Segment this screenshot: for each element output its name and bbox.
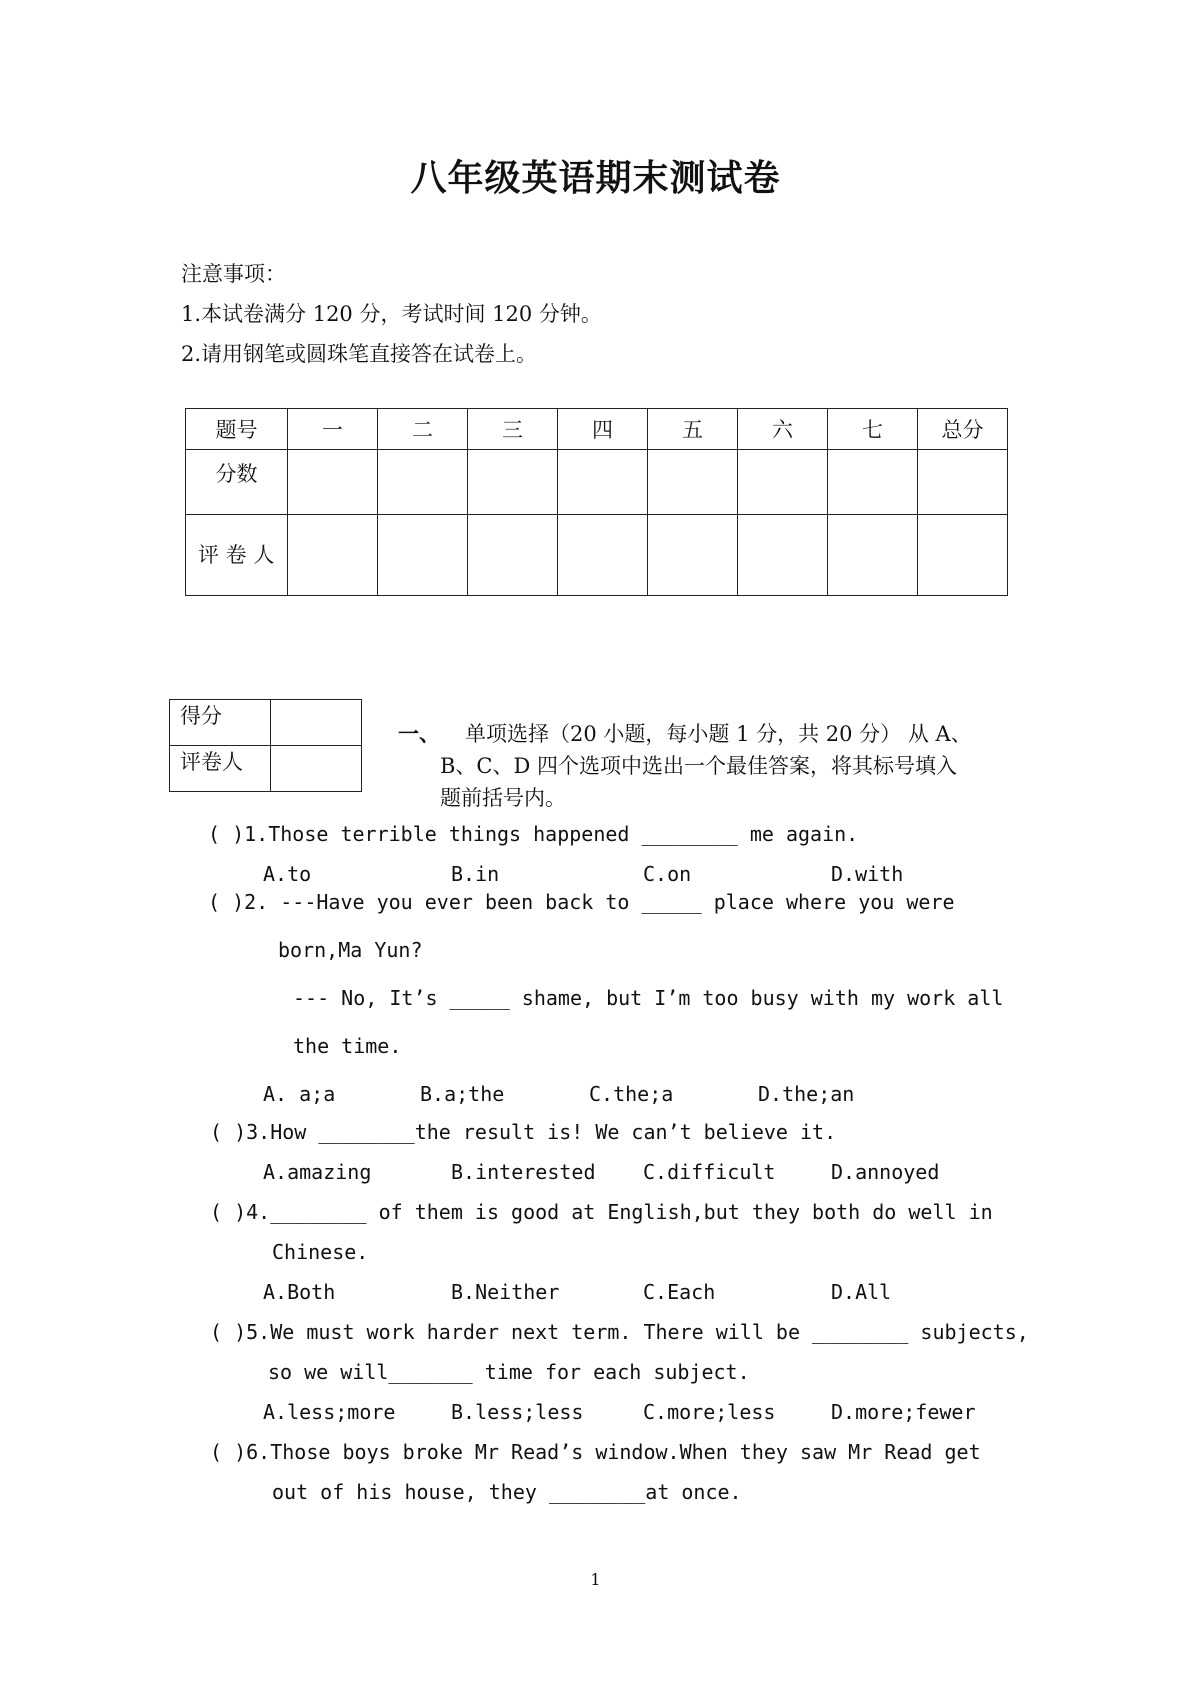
section-reviewer-label: 评卷人	[170, 746, 271, 792]
reviewer-cell[interactable]	[828, 515, 918, 596]
score-table-header-row	[186, 409, 1008, 450]
section-instruction-line1: 单项选择（20 小题，每小题 1 分，共 20 分） 从 A、	[465, 722, 972, 746]
q5-option-c[interactable]: C.more;less	[643, 1400, 776, 1424]
q4-option-d[interactable]: D.All	[831, 1280, 892, 1304]
reviewer-cell[interactable]	[738, 515, 828, 596]
notes-heading: 注意事项：	[181, 262, 286, 286]
header-cell: 题号	[186, 409, 288, 450]
question-2-line3: --- No, It’s _____ shame, but I’m too busy with my work all	[293, 986, 1004, 1010]
score-row	[186, 450, 1008, 515]
score-row-label: 分数	[186, 450, 288, 515]
score-cell[interactable]	[738, 450, 828, 515]
reviewer-cell[interactable]	[378, 515, 468, 596]
question-2-stem: ( )2. ---Have you ever been back to _____ place where you were	[208, 890, 955, 914]
question-2-line2: born,Ma Yun?	[278, 938, 423, 962]
question-3-stem: ( )3.How ________the result is! We can’t believe it.	[210, 1120, 837, 1144]
page-title: 八年级英语期末测试卷	[410, 158, 781, 199]
section-score-label: 得分	[170, 700, 271, 746]
q2-option-b[interactable]: B.a;the	[420, 1082, 505, 1106]
q2-option-a[interactable]: A. a;a	[263, 1082, 336, 1106]
q5-option-b[interactable]: B.less;less	[451, 1400, 584, 1424]
q4-option-b[interactable]: B.Neither	[451, 1280, 560, 1304]
q1-option-b[interactable]: B.in	[451, 862, 500, 886]
reviewer-cell[interactable]	[288, 515, 378, 596]
reviewer-cell[interactable]	[918, 515, 1008, 596]
q1-option-d[interactable]: D.with	[831, 862, 904, 886]
question-4-stem: ( )4.________ of them is good at English,but they both do well in	[210, 1200, 993, 1224]
section-score-cell[interactable]	[271, 700, 362, 746]
score-cell[interactable]	[378, 450, 468, 515]
section-score-box	[169, 699, 362, 792]
note-item-1: 1.本试卷满分 120 分，考试时间 120 分钟。	[181, 302, 602, 326]
q4-option-c[interactable]: C.Each	[643, 1280, 716, 1304]
header-cell: 四	[558, 409, 648, 450]
note-item-2: 2.请用钢笔或圆珠笔直接答在试卷上。	[181, 342, 538, 366]
question-5-line2: so we will_______ time for each subject.	[268, 1360, 750, 1384]
q3-option-d[interactable]: D.annoyed	[831, 1160, 940, 1184]
page-number: 1	[590, 1570, 601, 1589]
header-cell: 五	[648, 409, 738, 450]
score-cell[interactable]	[828, 450, 918, 515]
question-4-line2: Chinese.	[272, 1240, 369, 1264]
header-cell: 二	[378, 409, 468, 450]
section-instruction-line3: 题前括号内。	[440, 786, 566, 810]
q4-option-a[interactable]: A.Both	[263, 1280, 336, 1304]
section-instruction-line2: B、C、D 四个选项中选出一个最佳答案，将其标号填入	[440, 754, 958, 778]
header-cell: 三	[468, 409, 558, 450]
reviewer-cell[interactable]	[468, 515, 558, 596]
score-cell[interactable]	[468, 450, 558, 515]
reviewer-cell[interactable]	[558, 515, 648, 596]
reviewer-cell[interactable]	[648, 515, 738, 596]
reviewer-row	[186, 515, 1008, 596]
header-cell: 六	[738, 409, 828, 450]
q2-option-c[interactable]: C.the;a	[589, 1082, 674, 1106]
reviewer-row-label: 评 卷 人	[186, 515, 288, 596]
section-reviewer-cell[interactable]	[271, 746, 362, 792]
score-cell[interactable]	[918, 450, 1008, 515]
score-cell[interactable]	[558, 450, 648, 515]
q1-option-a[interactable]: A.to	[263, 862, 312, 886]
q5-option-a[interactable]: A.less;more	[263, 1400, 396, 1424]
section-number: 一、	[398, 721, 440, 746]
q3-option-c[interactable]: C.difficult	[643, 1160, 776, 1184]
q3-option-a[interactable]: A.amazing	[263, 1160, 372, 1184]
question-6-line2: out of his house, they ________at once.	[272, 1480, 742, 1504]
question-5-stem: ( )5.We must work harder next term. There will be ________ subjects,	[210, 1320, 1029, 1344]
header-cell: 七	[828, 409, 918, 450]
q3-option-b[interactable]: B.interested	[451, 1160, 596, 1184]
question-1-stem: ( )1.Those terrible things happened ________ me again.	[208, 822, 859, 846]
question-2-line4: the time.	[293, 1034, 402, 1058]
header-cell: 一	[288, 409, 378, 450]
q2-option-d[interactable]: D.the;an	[758, 1082, 855, 1106]
score-table	[185, 408, 1008, 596]
q1-option-c[interactable]: C.on	[643, 862, 692, 886]
score-cell[interactable]	[288, 450, 378, 515]
score-cell[interactable]	[648, 450, 738, 515]
question-6-stem: ( )6.Those boys broke Mr Read’s window.When they saw Mr Read get	[210, 1440, 981, 1464]
q5-option-d[interactable]: D.more;fewer	[831, 1400, 976, 1424]
header-cell: 总分	[918, 409, 1008, 450]
